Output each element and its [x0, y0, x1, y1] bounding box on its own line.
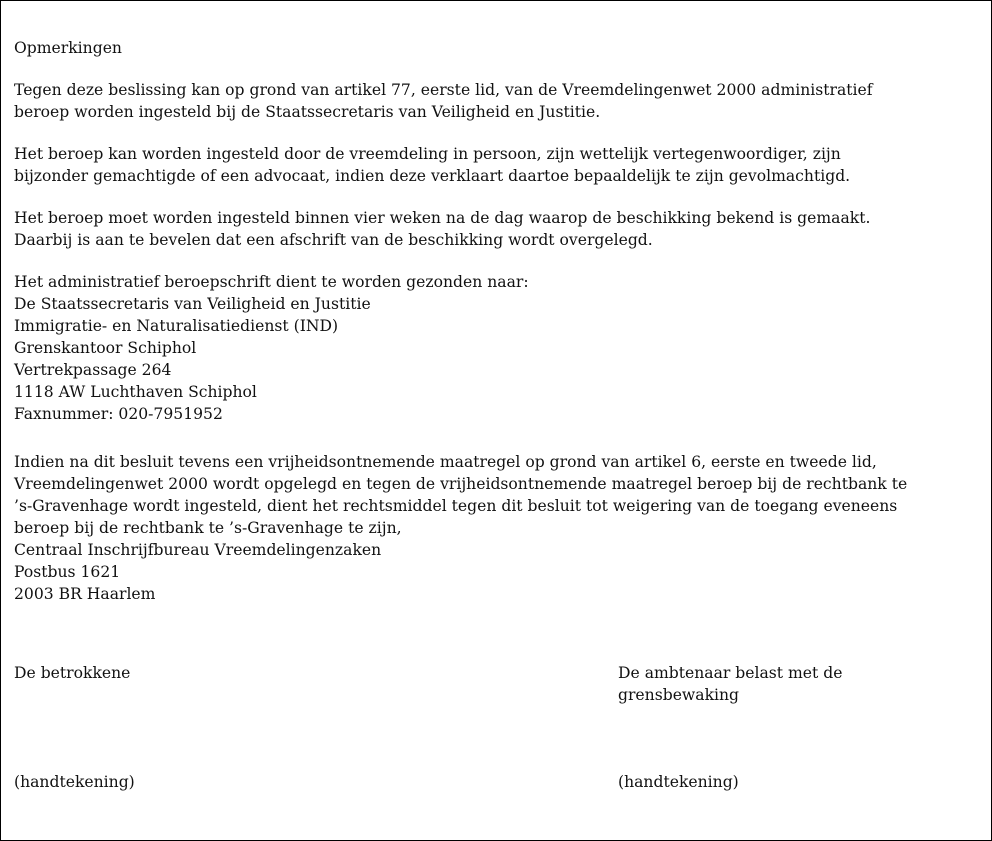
- fax-number: Faxnummer: 020-7951952: [14, 405, 223, 423]
- paragraph-appeal-term: [14, 207, 989, 251]
- address-intro: Het administratief beroepschrift dient te worden gezonden naar:: [14, 273, 529, 291]
- paragraph-line: Tegen deze beslissing kan op grond van artikel 77, eerste lid, van de Vreemdelingenwet 2000 administratief: [14, 81, 873, 99]
- paragraph-line: Daarbij is aan te bevelen dat een afschrift van de beschikking wordt overgelegd.: [14, 231, 653, 249]
- document-body: [14, 37, 989, 605]
- party-label: De betrokkene: [14, 664, 131, 682]
- detention-line: beroep bij de rechtbank te ’s-Gravenhage te zijn,: [14, 519, 402, 537]
- address-line: Immigratie- en Naturalisatiedienst (IND): [14, 317, 339, 335]
- detention-line: Indien na dit besluit tevens een vrijheidsontnemende maatregel op grond van artikel 6, eerste en tweede lid,: [14, 453, 877, 471]
- detention-line: ’s-Gravenhage wordt ingesteld, dient het rechtsmiddel tegen dit besluit tot weigering van de toegang eveneens: [14, 497, 898, 515]
- section-heading: Opmerkingen: [14, 39, 122, 57]
- detention-block: [14, 451, 989, 605]
- address-line: De Staatssecretaris van Veiligheid en Justitie: [14, 295, 371, 313]
- paragraph-line: bijzonder gemachtigde of een advocaat, indien deze verklaart daartoe bepaaldelijk te zijn gevolmachtigd.: [14, 167, 851, 185]
- paragraph-appeal-who: [14, 143, 989, 187]
- address-line: Vertrekpassage 264: [14, 361, 172, 379]
- detention-address-line: 2003 BR Haarlem: [14, 585, 156, 603]
- detention-address-line: Postbus 1621: [14, 563, 121, 581]
- address-block: [14, 271, 989, 425]
- official-signature: (handtekening): [618, 773, 739, 791]
- paragraph-line: Het beroep kan worden ingesteld door de vreemdeling in persoon, zijn wettelijk vertegenwoordiger, zijn: [14, 145, 841, 163]
- paragraph-line: beroep worden ingesteld bij de Staatssecretaris van Veiligheid en Justitie.: [14, 103, 601, 121]
- detention-line: Vreemdelingenwet 2000 wordt opgelegd en tegen de vrijheidsontnemende maatregel beroep bij de rechtbank te: [14, 475, 908, 493]
- paragraph-line: Het beroep moet worden ingesteld binnen vier weken na de dag waarop de beschikking bekend is gemaakt.: [14, 209, 871, 227]
- address-line: Grenskantoor Schiphol: [14, 339, 197, 357]
- address-line: 1118 AW Luchthaven Schiphol: [14, 383, 257, 401]
- detention-address-line: Centraal Inschrijfbureau Vreemdelingenzaken: [14, 541, 382, 559]
- party-signature: (handtekening): [14, 773, 135, 791]
- paragraph-appeal-basis: [14, 79, 989, 123]
- official-label: De ambtenaar belast met de grensbewaking: [618, 664, 843, 704]
